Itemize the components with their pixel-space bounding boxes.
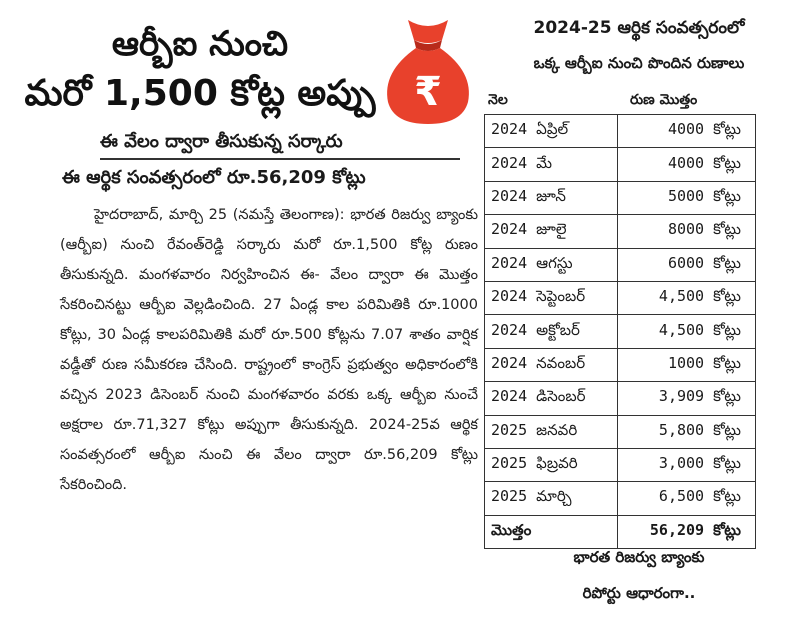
table-row <box>485 382 756 415</box>
table-row <box>485 181 756 214</box>
subheadline-1: ఈ వేలం ద్వారా తీసుకున్న సర్కారు <box>100 128 460 160</box>
headline-line2: మరో 1,500 కోట్ల అప్పు <box>24 73 376 114</box>
article-body <box>60 200 478 500</box>
total-amount-cell: 56,209 కోట్లు <box>618 515 756 548</box>
table-row <box>485 482 756 515</box>
amount-cell: 4000 కోట్లు <box>618 148 756 181</box>
month-cell: 2025 జనవరి <box>485 415 618 448</box>
month-cell: 2025 ఫిబ్రవరి <box>485 448 618 481</box>
amount-cell: 3,000 కోట్లు <box>618 448 756 481</box>
table-row <box>485 348 756 381</box>
rupee-money-bag-icon <box>378 10 478 128</box>
month-cell: 2024 జూన్ <box>485 181 618 214</box>
table-row <box>485 415 756 448</box>
total-label-cell: మొత్తం <box>485 515 618 548</box>
amount-cell: 4,500 కోట్లు <box>618 281 756 314</box>
subheadline-2: ఈ ఆర్థిక సంవత్సరంలో రూ.56,209 కోట్లు <box>62 167 366 188</box>
table-title-line2: ఒక్క ఆర్బీఐ నుంచి పొందిన రుణాలు <box>533 54 745 72</box>
loan-table <box>484 114 756 549</box>
month-cell: 2024 ఏప్రిల్ <box>485 115 618 148</box>
month-cell: 2024 మే <box>485 148 618 181</box>
month-cell: 2024 డిసెంబర్ <box>485 382 618 415</box>
table-total-row <box>485 515 756 548</box>
headline-line1: ఆర్బీఐ నుంచి <box>111 24 289 64</box>
rupee-symbol: ₹ <box>414 69 442 115</box>
amount-cell: 4,500 కోట్లు <box>618 315 756 348</box>
table-row <box>485 448 756 481</box>
month-cell: 2025 మార్చి <box>485 482 618 515</box>
table-row <box>485 281 756 314</box>
column-header-month: నెల <box>488 92 508 108</box>
month-cell: 2024 సెప్టెంబర్ <box>485 281 618 314</box>
table-title-line1: 2024-25 ఆర్థిక సంవత్సరంలో <box>533 18 745 38</box>
amount-cell: 4000 కోట్లు <box>618 115 756 148</box>
table-row <box>485 315 756 348</box>
table-row <box>485 115 756 148</box>
table-row <box>485 248 756 281</box>
amount-cell: 3,909 కోట్లు <box>618 382 756 415</box>
article-paragraph: హైదరాబాద్, మార్చి 25 (నమస్తే తెలంగాణ): భారత రిజర్వు బ్యాంకు (ఆర్బీఐ) నుంచి రేవంత్‌రెడ్డి సర్కారు మరో రూ.1,500 కోట్ల రుణం తీసుకున్నది. మంగళవారం నిర్వహించిన ఈ- వేలం ద్వారా ఈ మొత్తం సేకరించినట్టు ఆర్బీఐ వెల్లడించింది. 27 ఏండ్ల కాల పరిమితికి రూ.1000 కోట్లు, 30 ఏండ్ల కాలపరిమితికి మరో రూ.500 కోట్లను 7.07 శాతం వార్షిక వడ్డీతో రుణ సమీకరణ చేసింది. రాష్ట్రంలో కాంగ్రెస్ ప్రభుత్వం అధికారంలోకి వచ్చిన 2023 డిసెంబర్ నుంచి మంగళవారం వరకు ఒక్క ఆర్బీఐ నుంచే అక్షరాల రూ.71,327 కోట్లు అప్పుగా తీసుకున్నది. 2024-25వ ఆర్థిక సంవత్సరంలో ఆర్బీఐ నుంచి ఈ వేలం ద్వారా రూ.56,209 కోట్లు సేకరించింది. <box>60 207 478 493</box>
amount-cell: 6000 కోట్లు <box>618 248 756 281</box>
table-row <box>485 148 756 181</box>
month-cell: 2024 ఆగస్టు <box>485 248 618 281</box>
amount-cell: 1000 కోట్లు <box>618 348 756 381</box>
column-header-amount: రుణ మొత్తం <box>630 92 698 108</box>
amount-cell: 5000 కోట్లు <box>618 181 756 214</box>
amount-cell: 8000 కోట్లు <box>618 215 756 248</box>
table-row <box>485 215 756 248</box>
source-line2: రిపోర్టు ఆధారంగా.. <box>582 584 696 602</box>
month-cell: 2024 జూలై <box>485 215 618 248</box>
month-cell: 2024 నవంబర్ <box>485 348 618 381</box>
amount-cell: 6,500 కోట్లు <box>618 482 756 515</box>
loan-table-column <box>480 0 800 621</box>
amount-cell: 5,800 కోట్లు <box>618 415 756 448</box>
month-cell: 2024 అక్టోబర్ <box>485 315 618 348</box>
source-line1: భారత రిజర్వు బ్యాంకు <box>573 548 705 566</box>
